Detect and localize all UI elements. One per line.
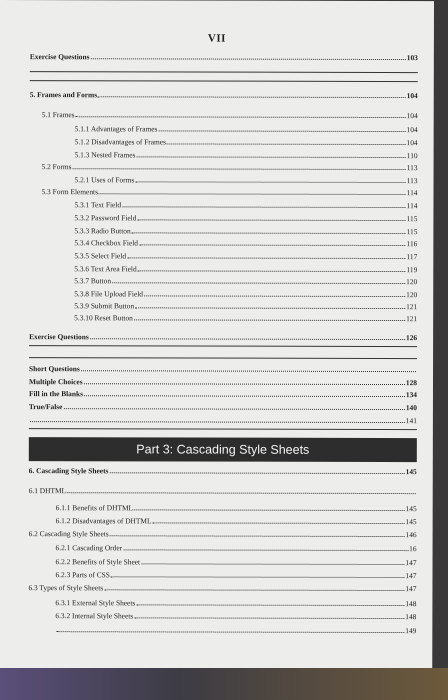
dot-leader — [90, 332, 405, 340]
toc-entry — [74, 213, 417, 223]
toc-entry-page: 147 — [405, 584, 417, 594]
divider — [29, 357, 417, 359]
toc-entry-label: 5.3 Form Elements — [41, 187, 98, 197]
dot-leader — [109, 466, 404, 474]
toc-entry-label: 5.3.3 Radio Button — [74, 226, 131, 236]
toc-entry — [74, 251, 417, 261]
toc-entry — [74, 264, 417, 274]
toc-entry-label: 6.2 Cascading Style Sheets — [28, 529, 109, 539]
toc-entry-label: 5.1.2 Disadvantages of Frames — [74, 137, 166, 147]
dot-leader — [127, 251, 405, 259]
toc-entry-label: Short Questions — [29, 364, 80, 374]
toc-entry — [55, 598, 416, 608]
dot-leader — [123, 543, 408, 551]
toc-entry-page: 148 — [405, 599, 417, 609]
toc-entry-label: 5.3.7 Button — [74, 276, 112, 286]
dot-leader — [141, 557, 404, 565]
page-number: VII — [207, 32, 226, 45]
dot-leader — [158, 124, 405, 132]
dot-leader — [134, 313, 405, 321]
toc-entry-label: 5.2 Forms — [41, 162, 72, 172]
toc-entry-page: 114 — [406, 188, 418, 198]
toc-entry — [75, 124, 418, 134]
dot-leader — [134, 611, 404, 619]
toc-entry — [56, 503, 417, 513]
toc-entry — [74, 313, 417, 323]
dot-leader — [112, 276, 405, 284]
toc-entry — [74, 238, 417, 248]
toc-entry-label: Multiple Choices — [28, 377, 83, 387]
dot-leader — [139, 238, 406, 246]
dot-leader — [104, 583, 404, 591]
dot-leader — [144, 289, 405, 297]
toc-entry-page: 104 — [406, 138, 418, 148]
dot-leader — [135, 175, 405, 183]
toc-entry-page: 110 — [406, 151, 418, 161]
toc-entry-label: 6.1 DHTML — [28, 486, 67, 496]
toc-entry — [56, 543, 417, 553]
divider — [29, 428, 417, 430]
toc-entry — [55, 570, 416, 580]
dot-leader — [84, 389, 405, 397]
toc-entry-page: 145 — [405, 504, 417, 514]
toc-entry-page: 147 — [405, 571, 417, 581]
toc-entry — [75, 137, 418, 147]
dot-leader — [98, 90, 406, 98]
divider — [30, 80, 418, 82]
toc-entry-label: 6. Cascading Style Sheets — [28, 466, 109, 476]
toc-entry — [74, 301, 417, 311]
toc-entry-label: 5.3.9 Submit Button — [74, 301, 135, 311]
toc-entry-label: 5.3.5 Select Field — [74, 251, 127, 261]
toc-entry-label: 5.3.6 Text Area Field — [74, 264, 137, 274]
dot-leader — [122, 200, 406, 208]
toc-entry — [56, 516, 417, 526]
toc-entry — [75, 175, 418, 185]
toc-entry-label: 5.1 Frames — [41, 110, 75, 120]
toc-entry-label: 5.1.3 Nested Frames — [74, 150, 136, 160]
toc-entry — [55, 625, 416, 635]
dot-leader — [135, 301, 405, 309]
toc-entry-label: 6.1.1 Benefits of DHTML — [55, 503, 134, 513]
toc-entry-label: Exercise Questions — [29, 52, 90, 62]
toc-entry — [28, 583, 416, 593]
toc-entry — [29, 486, 417, 496]
toc-entry-page: 115 — [406, 227, 418, 237]
toc-entry-page: 120 — [406, 277, 418, 287]
toc-entry — [42, 162, 418, 172]
toc-entry-page: 145 — [405, 517, 417, 527]
toc-entry-page: 16 — [409, 544, 417, 554]
toc-entry-page: 121 — [406, 314, 418, 324]
toc-entry-page: 145 — [405, 467, 417, 477]
toc-entry-label: 6.1.2 Disadvantages of DHTML — [55, 516, 152, 526]
part-banner: Part 3: Cascading Style Sheets — [29, 437, 417, 462]
toc-entry-page: 128 — [405, 378, 418, 388]
dot-leader — [138, 264, 406, 272]
dot-leader — [67, 486, 416, 494]
toc-entry-page: 141 — [405, 416, 417, 426]
toc-entry-label: 6.3.2 Internal Style Sheets — [55, 611, 134, 621]
toc-entry-page: 104 — [406, 91, 418, 101]
dot-leader — [73, 162, 406, 170]
dot-leader — [81, 364, 416, 372]
dot-leader — [152, 516, 404, 524]
dot-leader — [136, 150, 405, 158]
toc-entry-page: 140 — [405, 403, 417, 413]
dot-leader — [90, 52, 405, 60]
toc-entry-page: 114 — [406, 201, 418, 211]
toc-entry-page: 134 — [405, 390, 417, 400]
dot-leader — [76, 110, 406, 118]
toc-entry-page: 126 — [406, 333, 418, 343]
toc-entry-page: 120 — [406, 290, 418, 300]
toc-entry-page: 113 — [406, 163, 418, 173]
toc-entry-page: 115 — [406, 214, 418, 224]
toc-entry-label: 5.3.2 Password Field — [74, 213, 137, 223]
divider — [29, 345, 417, 347]
dot-leader — [137, 213, 405, 221]
dot-leader — [84, 377, 405, 385]
dot-leader — [136, 598, 404, 606]
toc-entry-label: 6.2.3 Parts of CSS — [55, 570, 110, 580]
toc-entry — [29, 377, 417, 387]
toc-entry — [29, 529, 417, 539]
toc-entry-label: 5.3.8 File Upload Field — [74, 289, 144, 299]
toc-entry-label: True/False — [28, 402, 63, 412]
toc-entry-page: 103 — [406, 53, 418, 63]
divider — [30, 71, 418, 73]
toc-entry — [55, 611, 416, 621]
toc-entry — [74, 289, 417, 299]
toc-entry — [74, 226, 417, 236]
dot-leader — [134, 503, 405, 511]
toc-entry — [74, 200, 417, 210]
toc-entry-label: 6.3 Types of Style Sheets — [28, 583, 104, 593]
toc-entry — [42, 110, 418, 120]
toc-entry — [29, 402, 417, 412]
toc-entry — [29, 389, 417, 399]
toc-entry-label: 6.2.1 Cascading Order — [55, 543, 123, 553]
toc-entry-page: 116 — [406, 239, 418, 249]
toc-entry-page: 119 — [406, 265, 418, 275]
dot-leader — [111, 570, 405, 578]
toc-entry — [74, 276, 417, 286]
dot-leader — [132, 226, 406, 234]
toc-entry-label: 6.3.1 External Style Sheets — [55, 598, 136, 608]
toc-entry-page: 148 — [405, 612, 417, 622]
dot-leader — [63, 402, 404, 410]
toc-entry-label: 5.3.4 Checkbox Field — [74, 238, 139, 248]
toc-entry-label: 5.3.1 Text Field — [74, 200, 122, 210]
toc-entry — [75, 150, 418, 160]
toc-entry-label: Exercise Questions — [29, 332, 89, 342]
toc-entry-page: 147 — [405, 558, 417, 568]
toc-entry-page: 104 — [406, 111, 418, 121]
toc-entry-page: 149 — [405, 626, 417, 636]
toc-entry-label: 6.2.2 Benefits of Style Sheet — [55, 557, 141, 567]
dot-leader — [110, 529, 405, 537]
toc-entry — [29, 415, 417, 425]
toc-entry-page: 121 — [406, 302, 418, 312]
toc-entry-page: 104 — [406, 125, 418, 135]
toc-entry — [41, 187, 417, 197]
toc-entry — [30, 52, 418, 62]
toc-entry — [56, 557, 417, 567]
toc-entry — [29, 364, 417, 374]
background-surface — [0, 668, 448, 700]
toc-entry-label: 5.2.1 Uses of Forms — [74, 175, 135, 185]
toc-entry — [30, 90, 418, 100]
toc-entry-page: 117 — [406, 252, 418, 262]
toc-entry-label: Fill in the Blanks — [28, 389, 83, 399]
toc-entry-label: 5.1.1 Advantages of Frames — [74, 124, 158, 134]
toc-entry — [29, 466, 417, 476]
dot-leader — [56, 625, 404, 633]
toc-entry — [29, 332, 417, 342]
dot-leader — [167, 137, 406, 145]
toc-entry-label: 5.3.10 Reset Button — [74, 313, 133, 323]
dot-leader — [30, 415, 405, 423]
toc-entry-label: 5. Frames and Forms — [29, 90, 98, 100]
toc-entry-page: 113 — [406, 176, 418, 186]
dot-leader — [99, 187, 406, 195]
toc-entry-page: 146 — [405, 530, 417, 540]
